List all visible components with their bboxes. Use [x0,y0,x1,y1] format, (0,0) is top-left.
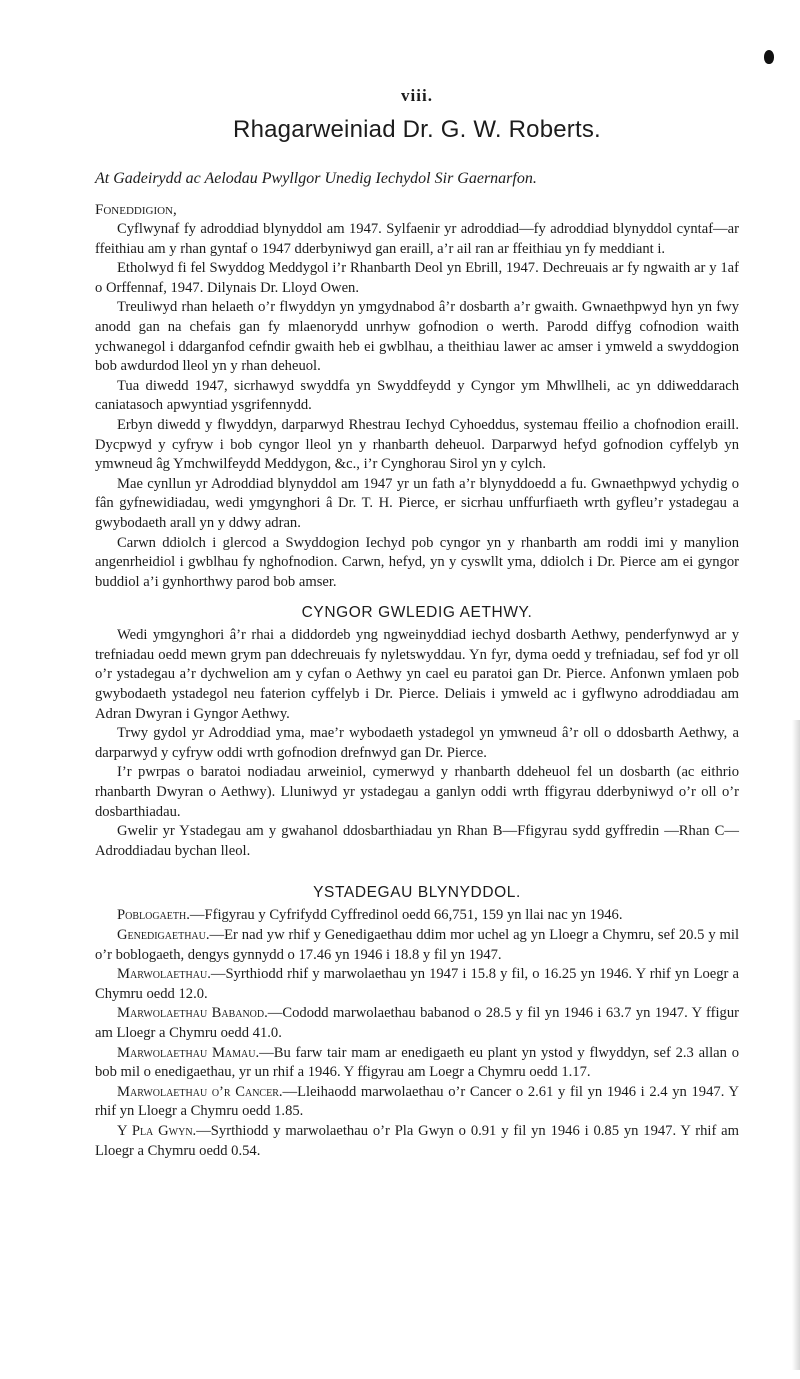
stat-paragraph-births [95,926,739,965]
stat-text: —Cododd marwolaethau babanod o 28.5 y fil yn 1946 i 63.7 yn 1947. Y ffigur am Lloegr a Chymru oedd 41.0. [95,1005,739,1041]
intro-paragraph: Treuliwyd rhan helaeth o’r flwyddyn yn ymgydnabod â’r dosbarth a’r gwaith. Gwnaethpwyd hyn yn fwy anodd gan na chefais gan fy mlaenorydd unrhyw gofnodion o werth. Parodd diffyg cofnodion waith ychwanegol i ddarganfod cefndir gwaith heb ei gwblhau, a theithiau lawer ac amser i ymweld a swyddogion bob awdurdod lleol yn y rhan deheuol. [95,299,739,375]
stat-lead: Marwolaethau Babanod. [117,1005,268,1022]
aethwy-paragraph: Trwy gydol yr Adroddiad yma, mae’r wybodaeth ystadegol yn ymwneud â’r oll o ddosbarth Aethwy, a darparwyd y cyfryw oddi wrth gofnodion drefnwyd gan Dr. Pierce. [95,725,739,761]
document-page [95,86,739,1161]
stat-paragraph-infant-deaths [95,1004,739,1043]
ink-blot [764,50,774,64]
intro-paragraph: Cyflwynaf fy adroddiad blynyddol am 1947. Sylfaenir yr adroddiad—fy adroddiad blynyddol cyntaf—ar ffeithiau am y rhan gyntaf o 1947 dderbyniwyd gan eraill, a’r ail ran ar ffeithiau yn fy meddiant i. [95,221,739,257]
stat-lead: Marwolaethau. [117,966,211,983]
intro-paragraph: Mae cynllun yr Adroddiad blynyddol am 1947 yr un fath a’r blynyddoedd a fu. Gwnaethpwyd ychydig o fân gyfnewidiadau, wedi ymgynghori â Dr. T. H. Pierce, er sicrhau unffurfiaeth wrth gyfleu’r ystadegau a gwybodaeth arall yn y ddwy adran. [95,475,739,531]
stat-text: —Ffigyrau y Cyfrifydd Cyffredinol oedd 66,751, 159 yn llai nac yn 1946. [189,907,623,924]
stat-paragraph-tuberculosis [95,1122,739,1161]
aethwy-paragraph: Gwelir yr Ystadegau am y gwahanol ddosbarthiadau yn Rhan B—Ffigyrau sydd gyffredin —Rhan C—Adroddiadau bychan lleol. [95,823,739,859]
page-edge-shadow [792,720,800,1370]
aethwy-paragraph: I’r pwrpas o baratoi nodiadau arweiniol, cymerwyd y rhanbarth ddeheuol fel un dosbarth (ac eithrio rhanbarth Dwyran o Aethwy). Lluniwyd yr ystadegau a ganlyn oddi wrth ffigyrau dderbyniwyd o’r oll o’r dosbarthiadau. [95,764,739,820]
stat-text: —Er nad yw rhif y Genedigaethau ddim mor uchel ag yn Lloegr a Chymru, sef 20.5 y mil o’r boblogaeth, dengys gynnydd o 17.46 yn 1946 i 18.8 y fil yn 1947. [95,927,739,963]
stat-paragraph-maternal-deaths [95,1044,739,1083]
intro-paragraph: Etholwyd fi fel Swyddog Meddygol i’r Rhanbarth Deol yn Ebrill, 1947. Dechreuais ar fy ngwaith ar y 1af o Orffennaf, 1947. Dilynais Dr. Lloyd Owen. [95,260,739,296]
stat-lead: Poblogaeth. [117,907,190,924]
intro-paragraph: Erbyn diwedd y flwyddyn, darparwyd Rhestrau Iechyd Cyhoeddus, systemau ffeilio a chofnodion eraill. Dycpwyd y cyfryw i bob cyngor lleol yn y rhanbarth deheuol. Darparwyd hefyd gofnodion cyffelyb yn ymwneud âg Ymchwilfeydd Meddygon, &c., i’r Cynghorau Sirol yn y cylch. [95,416,739,473]
stat-lead: Marwolaethau o’r Cancer. [117,1083,283,1100]
intro-paragraph: Tua diwedd 1947, sicrhawyd swyddfa yn Swyddfeydd y Cyngor ym Mhwllheli, ac yn ddiweddarach caniatasoch apwyntiad ysgrifennydd. [95,377,739,414]
stat-text: —Lleihaodd marwolaethau o’r Cancer o 2.61 y fil yn 1946 i 2.4 yn 1947. Y rhif yn Lloegr a Chymru oedd 1.85. [95,1083,739,1120]
page-title: Rhagarweiniad Dr. G. W. Roberts. [233,116,601,143]
page-number: viii. [401,86,433,105]
stat-lead: Y Pla Gwyn. [117,1122,197,1139]
aethwy-paragraph: Wedi ymgynghori â’r rhai a diddordeb yng ngweinyddiad iechyd dosbarth Aethwy, penderfynwyd ar y trefniadau oedd mewn grym pan ddechreuais fy nyletswyddau. Yn fyr, dyma oedd y trefniadau, sef fod yr oll o’r ystadegau a’r dychwelion am y cyfan o Aethwy yn cael eu paratoi gan Dr. Pierce. Anfonwn ymlaen pob gwybodaeth ystadegol neu faterion cyffelyb i Dr. Pierce. Deliais i ymweld ac i gyflwyno adroddiadau am Adran Dwyran i Gyngor Aethwy. [95,627,739,722]
stat-paragraph-deaths [95,965,739,1004]
salutation: Foneddigion, [95,202,177,218]
section-heading-aethwy: CYNGOR GWLEDIG AETHWY. [301,604,533,622]
intro-paragraph: Carwn ddiolch i glercod a Swyddogion Iechyd pob cyngor yn y rhanbarth am roddi imi y manylion angenrheidiol i gwblhau fy nghofnodion. Carwn, hefyd, yn y cyswllt yma, ddiolch i Dr. Pierce am ei gyngor buddiol a’i gynhorthwy parod bob amser. [95,534,739,590]
stat-paragraph-population [95,906,739,926]
stat-text: —Syrthiodd rhif y marwolaethau yn 1947 i 15.8 y fil, o 16.25 yn 1946. Y rhif yn Loegr a Chymru oedd 12.0. [95,966,739,1002]
stat-lead: Marwolaethau Mamau. [117,1044,260,1061]
stat-text: —Syrthiodd y marwolaethau o’r Pla Gwyn o 0.91 y fil yn 1946 i 0.85 yn 1947. Y rhif am Lloegr a Chymru oedd 0.54. [95,1122,739,1159]
stat-text: —Bu farw tair mam ar enedigaeth eu plant yn ystod y flwyddyn, sef 2.3 allan o bob mil o enedigaethau, yr un rhif a 1946. Y ffigyrau am Loegr a Chymru oedd 1.17. [95,1044,739,1081]
address-line: At Gadeirydd ac Aelodau Pwyllgor Unedig Iechydol Sir Gaernarfon. [95,170,537,187]
stat-paragraph-cancer-deaths [95,1083,739,1122]
stat-lead: Genedigaethau. [117,927,210,943]
section-heading-statistics: YSTADEGAU BLYNYDDOL. [313,884,521,902]
